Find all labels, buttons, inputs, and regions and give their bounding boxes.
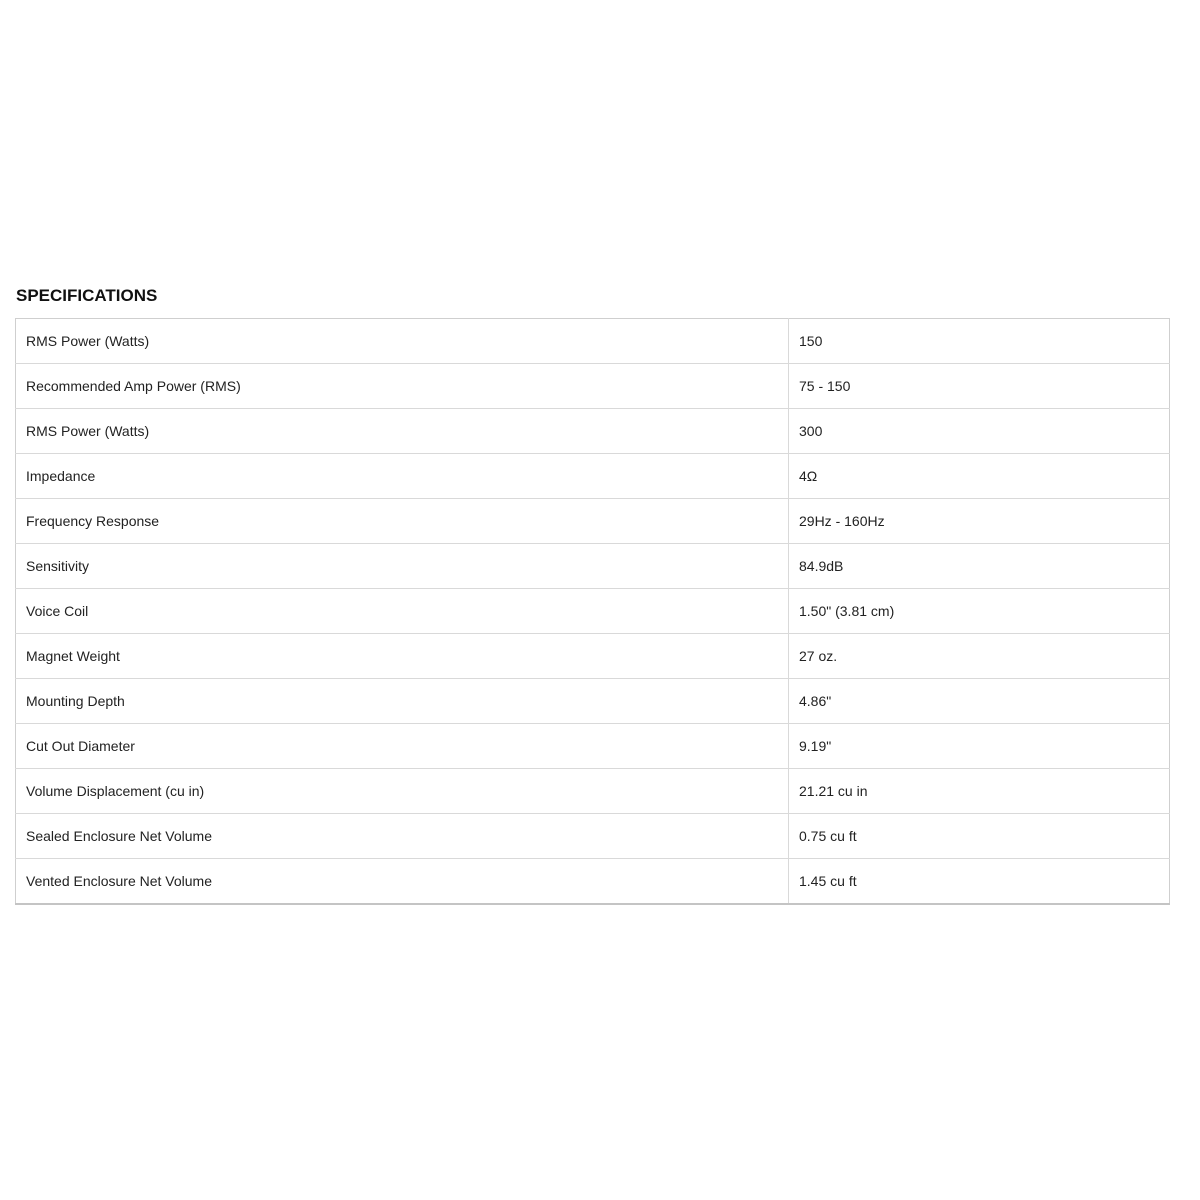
table-row xyxy=(16,814,1170,859)
spec-label: RMS Power (Watts) xyxy=(16,409,789,454)
table-row xyxy=(16,679,1170,724)
table-row xyxy=(16,634,1170,679)
spec-value: 21.21 cu in xyxy=(789,769,1170,814)
spec-label: Impedance xyxy=(16,454,789,499)
spec-label: Sensitivity xyxy=(16,544,789,589)
table-row xyxy=(16,544,1170,589)
spec-label: Recommended Amp Power (RMS) xyxy=(16,364,789,409)
table-row xyxy=(16,454,1170,499)
table-row xyxy=(16,859,1170,905)
spec-label: Cut Out Diameter xyxy=(16,724,789,769)
table-row xyxy=(16,364,1170,409)
table-row xyxy=(16,409,1170,454)
spec-label: Magnet Weight xyxy=(16,634,789,679)
spec-value: 0.75 cu ft xyxy=(789,814,1170,859)
spec-label: Volume Displacement (cu in) xyxy=(16,769,789,814)
table-row xyxy=(16,499,1170,544)
spec-value: 150 xyxy=(789,319,1170,364)
specifications-section xyxy=(15,285,1170,905)
spec-label: Mounting Depth xyxy=(16,679,789,724)
spec-value: 4Ω xyxy=(789,454,1170,499)
table-row xyxy=(16,589,1170,634)
specifications-table-body xyxy=(16,319,1170,905)
specifications-table xyxy=(15,318,1170,905)
spec-label: Frequency Response xyxy=(16,499,789,544)
spec-value: 27 oz. xyxy=(789,634,1170,679)
spec-value: 4.86" xyxy=(789,679,1170,724)
spec-label: Vented Enclosure Net Volume xyxy=(16,859,789,905)
spec-label: Sealed Enclosure Net Volume xyxy=(16,814,789,859)
specifications-title: SPECIFICATIONS xyxy=(16,286,158,305)
spec-value: 84.9dB xyxy=(789,544,1170,589)
spec-value: 29Hz - 160Hz xyxy=(789,499,1170,544)
table-row xyxy=(16,724,1170,769)
spec-value: 1.50" (3.81 cm) xyxy=(789,589,1170,634)
spec-label: RMS Power (Watts) xyxy=(16,319,789,364)
spec-value: 1.45 cu ft xyxy=(799,873,857,889)
spec-value: 75 - 150 xyxy=(789,364,1170,409)
spec-value: 9.19" xyxy=(789,724,1170,769)
table-row xyxy=(16,319,1170,364)
table-row xyxy=(16,769,1170,814)
spec-value: 300 xyxy=(789,409,1170,454)
spec-label: Voice Coil xyxy=(16,589,789,634)
